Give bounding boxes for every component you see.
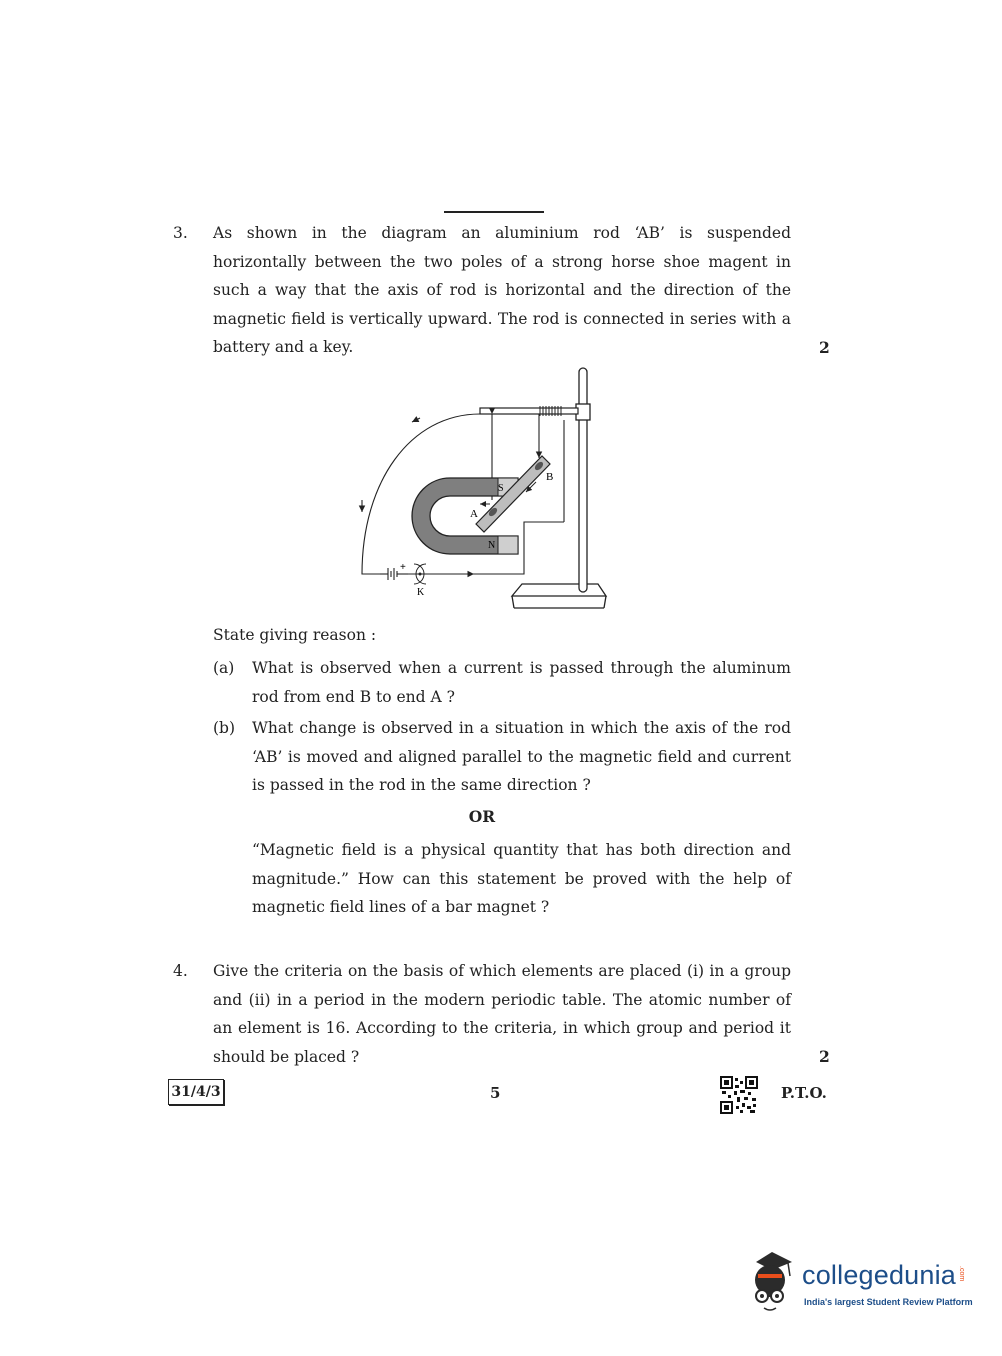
section-top-rule	[444, 211, 544, 213]
part-a-label: (a)	[213, 659, 235, 677]
part-b-label: (b)	[213, 719, 236, 737]
brand-suffix: .com	[958, 1266, 965, 1282]
brand-name: collegedunia	[802, 1260, 957, 1290]
question-4-text: Give the criteria on the basis of which elements are placed (i) in a group and (ii) in a period in the modern periodic table. The atomic number of an element is 16. According to the criteria, in which group and period it should be placed ?	[213, 962, 791, 1066]
magnet-rod-diagram	[340, 362, 620, 618]
part-a-text: What is observed when a current is passed through the aluminum rod from end B to end A ?	[252, 659, 791, 706]
question-3-prompt: State giving reason :	[213, 626, 377, 644]
or-separator: OR	[468, 807, 496, 826]
key-label: K	[417, 587, 425, 598]
alternative-question-text: “Magnetic field is a physical quantity that has both direction and magnitude.” How can this statement be proved with the help of magnetic field lines of a bar magnet ?	[252, 841, 791, 916]
collegedunia-logo	[742, 1248, 978, 1316]
stand-rod	[579, 368, 587, 592]
rod-label-a: A	[470, 508, 478, 520]
question-4-marks: 2	[819, 1047, 830, 1066]
battery-plus-label: +	[400, 562, 406, 573]
pole-label-n: N	[488, 540, 496, 551]
question-3-text: As shown in the diagram an aluminium rod ‘AB’ is suspended horizontally between the two poles of a strong horse shoe magent in such a way that the axis of rod is horizontal and the direction of the magnetic field is vertically upward. The rod is connected in series with a battery and a key.	[213, 224, 791, 356]
page-number: 5	[490, 1084, 501, 1102]
mascot-icon	[742, 1248, 800, 1316]
pole-label-s: S	[498, 483, 504, 494]
stand-base	[512, 584, 606, 596]
question-4-number: 4.	[173, 962, 188, 980]
pto-label: P.T.O.	[781, 1084, 827, 1102]
qr-code-icon	[720, 1076, 758, 1114]
question-3-marks: 2	[819, 338, 830, 357]
horizontal-arm	[480, 408, 578, 414]
rod-label-b: B	[546, 471, 554, 483]
part-b-text: What change is observed in a situation in which the axis of the rod ‘AB’ is moved and aligned parallel to the magnetic field and current is passed in the rod in the same direction ?	[252, 719, 791, 794]
question-3-number: 3.	[173, 224, 188, 242]
brand-tagline: India's largest Student Review Platform	[804, 1297, 973, 1307]
paper-code: 31/4/3	[168, 1079, 224, 1105]
